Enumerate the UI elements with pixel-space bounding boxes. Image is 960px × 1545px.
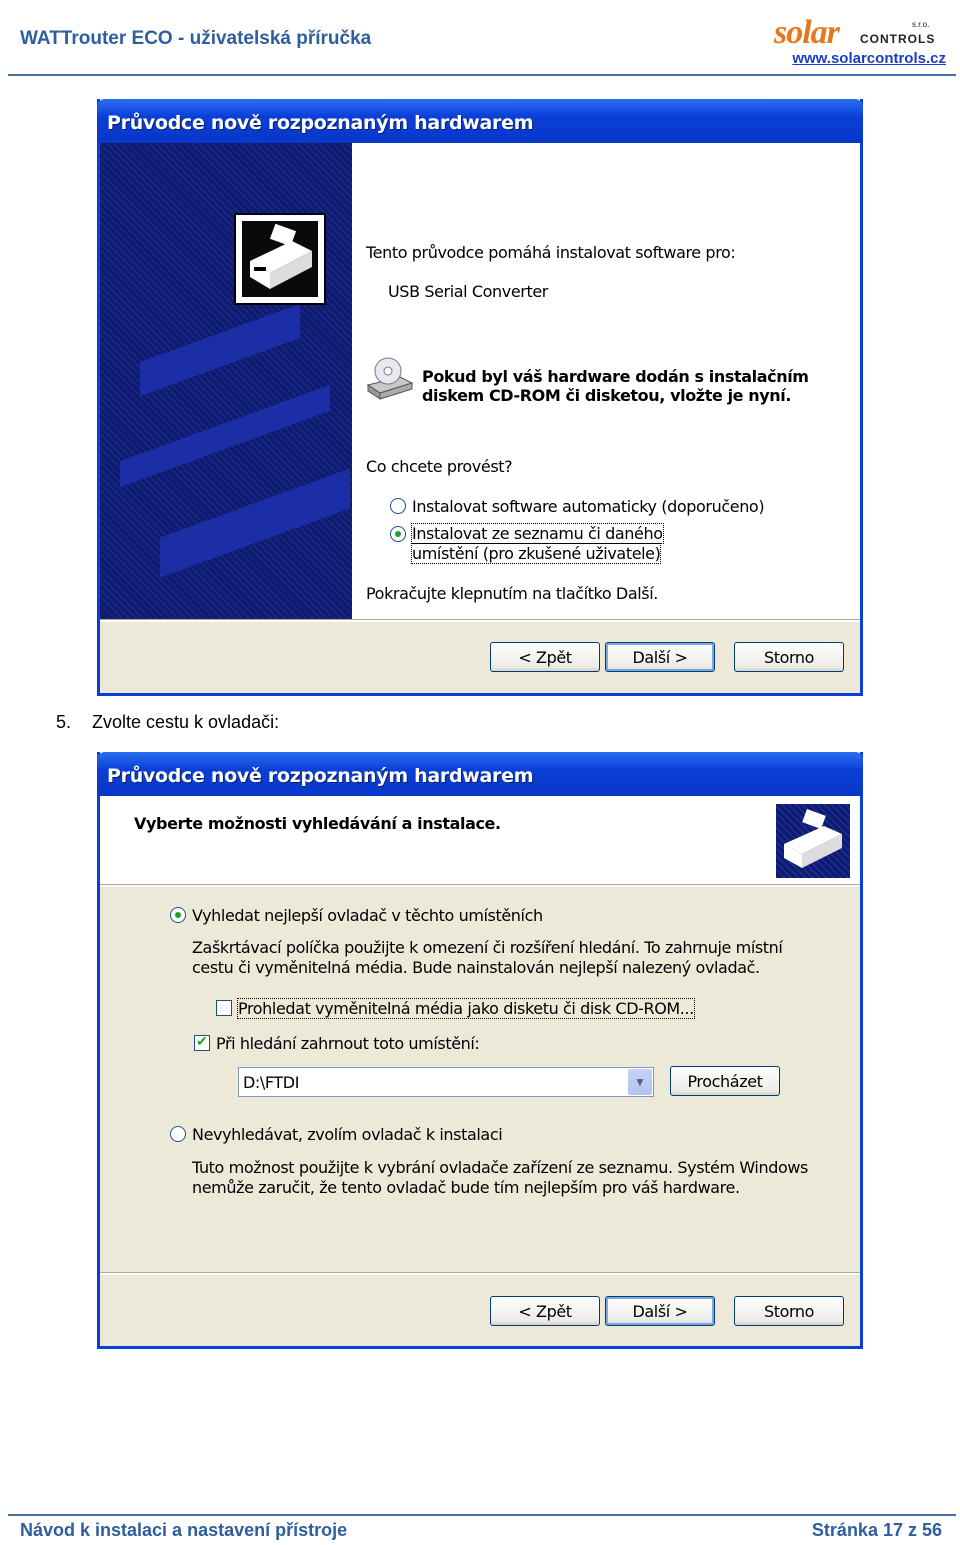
solarcontrols-logo <box>774 14 946 72</box>
document-footer <box>8 1514 956 1544</box>
header-divider <box>100 884 860 887</box>
wizard-side-banner <box>100 143 352 619</box>
step-number: 5. <box>56 712 72 732</box>
manual-description-line1: Tuto možnost použijte k vybrání ovladače zařízení ze seznamu. Systém Windows <box>192 1158 808 1177</box>
new-hardware-wizard-search-options <box>97 752 863 1349</box>
cd-notice-line2: diskem CD-ROM či disketou, vložte je nyní. <box>422 386 792 405</box>
wizard-heading: Vyberte možnosti vyhledávání a instalace. <box>134 814 501 833</box>
radio-install-from-list[interactable] <box>390 526 406 542</box>
cd-drive-icon <box>366 357 414 401</box>
manual-description-line2: nemůže zaručit, že tento ovladač bude tím nejlepším pro váš hardware. <box>192 1178 740 1197</box>
next-button[interactable]: Další > <box>605 642 715 672</box>
logo-word: solar <box>774 14 839 51</box>
window-title: Průvodce nově rozpoznaným hardwarem <box>107 765 534 787</box>
label-install-from-list-line1[interactable]: Instalovat ze seznamu či daného <box>412 524 663 543</box>
page-number: Stránka 17 z 56 <box>811 1520 942 1540</box>
intro-text: Tento průvodce pomáhá instalovat software pro: <box>366 243 736 262</box>
button-divider <box>100 619 860 622</box>
footer-title: Návod k instalaci a nastavení přístroje <box>20 1520 348 1540</box>
location-path-combobox[interactable] <box>238 1067 654 1097</box>
wizard-header <box>100 796 860 884</box>
hardware-icon <box>234 213 326 305</box>
button-divider <box>100 1272 860 1275</box>
radio-search-best-driver[interactable] <box>170 907 186 923</box>
title-bar[interactable] <box>97 99 863 143</box>
next-button[interactable]: Další > <box>605 1296 715 1326</box>
logo-sro: s.r.o. <box>912 20 930 29</box>
radio-install-automatic[interactable] <box>390 498 406 514</box>
new-hardware-wizard-welcome <box>97 99 863 696</box>
hardware-icon <box>776 804 850 878</box>
continue-hint: Pokračujte klepnutím na tlačítko Další. <box>366 584 658 603</box>
cd-notice-line1: Pokud byl váš hardware dodán s instalačním <box>422 367 809 386</box>
back-button[interactable]: < Zpět <box>490 642 600 672</box>
step-caption <box>56 712 279 733</box>
document-header <box>8 0 956 76</box>
document-title: WATTrouter ECO - uživatelská příručka <box>20 28 372 49</box>
location-path-value: D:\FTDI <box>243 1073 300 1092</box>
label-install-from-list-line2[interactable]: umístění (pro zkušené uživatele) <box>412 544 661 563</box>
search-description-line1: Zaškrtávací políčka použijte k omezení či rozšíření hledání. To zahrnuje místní <box>192 938 783 957</box>
window-title: Průvodce nově rozpoznaným hardwarem <box>107 112 534 134</box>
back-button[interactable]: < Zpět <box>490 1296 600 1326</box>
label-choose-driver-manually[interactable]: Nevyhledávat, zvolím ovladač k instalaci <box>192 1125 503 1144</box>
logo-subtext: CONTROLS <box>860 32 936 46</box>
browse-button[interactable]: Procházet <box>670 1066 780 1096</box>
label-include-location[interactable]: Při hledání zahrnout toto umístění: <box>216 1034 480 1053</box>
label-search-removable-media[interactable]: Prohledat vyměnitelná média jako disketu či disk CD-ROM... <box>238 999 694 1018</box>
checkbox-search-removable-media[interactable] <box>216 1000 232 1016</box>
step-text: Zvolte cestu k ovladači: <box>92 712 280 732</box>
checkbox-include-location[interactable] <box>194 1035 210 1051</box>
cancel-button[interactable]: Storno <box>734 1296 844 1326</box>
device-name: USB Serial Converter <box>388 282 548 301</box>
chevron-down-icon[interactable]: ▼ <box>628 1069 652 1095</box>
radio-choose-driver-manually[interactable] <box>170 1126 186 1142</box>
website-link[interactable]: www.solarcontrols.cz <box>792 50 946 67</box>
question-text: Co chcete provést? <box>366 457 513 476</box>
label-search-best-driver[interactable]: Vyhledat nejlepší ovladač v těchto umístěních <box>192 906 543 925</box>
label-install-automatic[interactable]: Instalovat software automaticky (doporučeno) <box>412 497 765 516</box>
title-bar[interactable] <box>97 752 863 796</box>
search-description-line2: cestu či vyměnitelná média. Bude nainstalován nejlepší nalezený ovladač. <box>192 958 760 977</box>
cancel-button[interactable]: Storno <box>734 642 844 672</box>
wizard-content <box>352 143 860 619</box>
